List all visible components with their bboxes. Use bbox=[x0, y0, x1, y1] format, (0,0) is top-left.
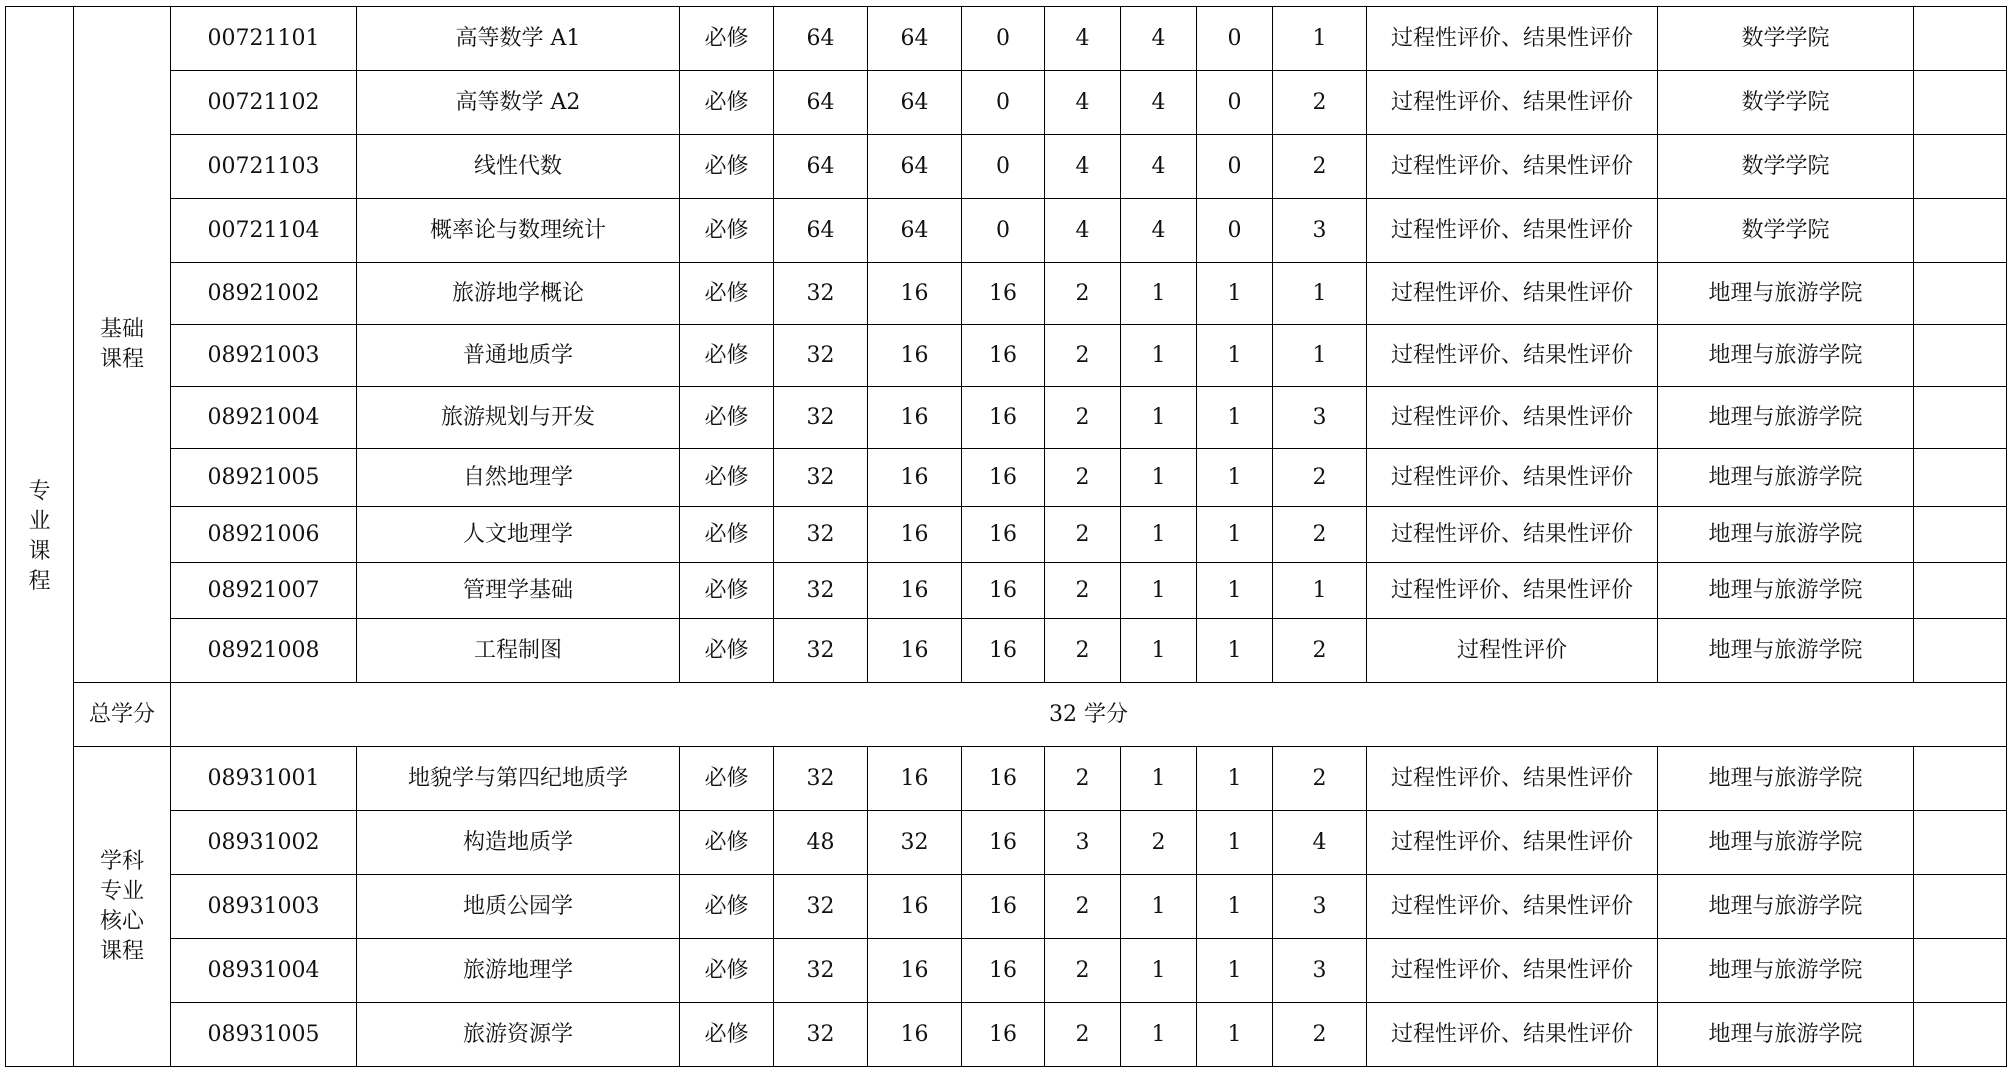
course-name-cell: 概率论与数理统计 bbox=[357, 199, 680, 263]
college-cell: 地理与旅游学院 bbox=[1658, 747, 1914, 811]
assessment-cell: 过程性评价、结果性评价 bbox=[1367, 939, 1658, 1003]
course-name-cell: 构造地质学 bbox=[357, 811, 680, 875]
theory-credits-cell: 2 bbox=[1121, 811, 1197, 875]
note-cell bbox=[1914, 71, 2007, 135]
credits-cell: 4 bbox=[1045, 199, 1121, 263]
credits-cell: 2 bbox=[1045, 563, 1121, 619]
theory-hours-cell: 16 bbox=[868, 619, 962, 683]
practice-credits-cell: 1 bbox=[1197, 563, 1273, 619]
course-name-cell: 工程制图 bbox=[357, 619, 680, 683]
theory-credits-cell: 1 bbox=[1121, 747, 1197, 811]
table-row bbox=[6, 507, 2007, 563]
semester-cell: 2 bbox=[1273, 449, 1367, 507]
assessment-cell: 过程性评价、结果性评价 bbox=[1367, 325, 1658, 387]
assessment-cell: 过程性评价、结果性评价 bbox=[1367, 507, 1658, 563]
course-name-cell: 地质公园学 bbox=[357, 875, 680, 939]
table-row bbox=[6, 563, 2007, 619]
practice-credits-cell: 1 bbox=[1197, 263, 1273, 325]
assessment-cell: 过程性评价 bbox=[1367, 619, 1658, 683]
course-code-cell: 08931004 bbox=[171, 939, 357, 1003]
college-cell: 地理与旅游学院 bbox=[1658, 325, 1914, 387]
note-cell bbox=[1914, 135, 2007, 199]
college-cell: 地理与旅游学院 bbox=[1658, 811, 1914, 875]
theory-credits-cell: 1 bbox=[1121, 449, 1197, 507]
note-cell bbox=[1914, 1003, 2007, 1067]
course-type-cell: 必修 bbox=[680, 747, 774, 811]
table-row bbox=[6, 1003, 2007, 1067]
total-hours-cell: 64 bbox=[774, 71, 868, 135]
semester-cell: 1 bbox=[1273, 325, 1367, 387]
practice-credits-cell: 1 bbox=[1197, 507, 1273, 563]
credits-cell: 2 bbox=[1045, 449, 1121, 507]
semester-cell: 3 bbox=[1273, 387, 1367, 449]
assessment-cell: 过程性评价、结果性评价 bbox=[1367, 263, 1658, 325]
practice-hours-cell: 16 bbox=[962, 875, 1045, 939]
assessment-cell: 过程性评价、结果性评价 bbox=[1367, 199, 1658, 263]
total-hours-cell: 32 bbox=[774, 563, 868, 619]
college-cell: 地理与旅游学院 bbox=[1658, 263, 1914, 325]
total-hours-cell: 64 bbox=[774, 199, 868, 263]
theory-hours-cell: 16 bbox=[868, 563, 962, 619]
theory-hours-cell: 64 bbox=[868, 135, 962, 199]
table-row bbox=[6, 875, 2007, 939]
table-row bbox=[6, 747, 2007, 811]
curriculum-table bbox=[5, 6, 2007, 1067]
college-cell: 地理与旅游学院 bbox=[1658, 387, 1914, 449]
credits-cell: 4 bbox=[1045, 71, 1121, 135]
practice-credits-cell: 0 bbox=[1197, 135, 1273, 199]
theory-hours-cell: 16 bbox=[868, 1003, 962, 1067]
semester-cell: 2 bbox=[1273, 135, 1367, 199]
course-code-cell: 08931001 bbox=[171, 747, 357, 811]
course-code-cell: 08921008 bbox=[171, 619, 357, 683]
total-hours-cell: 32 bbox=[774, 507, 868, 563]
course-name-cell: 普通地质学 bbox=[357, 325, 680, 387]
theory-hours-cell: 16 bbox=[868, 939, 962, 1003]
total-hours-cell: 32 bbox=[774, 747, 868, 811]
practice-hours-cell: 16 bbox=[962, 939, 1045, 1003]
total-hours-cell: 32 bbox=[774, 939, 868, 1003]
course-type-cell: 必修 bbox=[680, 135, 774, 199]
theory-hours-cell: 64 bbox=[868, 199, 962, 263]
college-cell: 地理与旅游学院 bbox=[1658, 875, 1914, 939]
assessment-cell: 过程性评价、结果性评价 bbox=[1367, 563, 1658, 619]
course-name-cell: 旅游资源学 bbox=[357, 1003, 680, 1067]
total-credits-label: 总学分 bbox=[74, 683, 171, 747]
semester-cell: 2 bbox=[1273, 619, 1367, 683]
note-cell bbox=[1914, 199, 2007, 263]
theory-hours-cell: 16 bbox=[868, 325, 962, 387]
theory-credits-cell: 1 bbox=[1121, 939, 1197, 1003]
course-type-cell: 必修 bbox=[680, 263, 774, 325]
course-code-cell: 08931005 bbox=[171, 1003, 357, 1067]
semester-cell: 1 bbox=[1273, 263, 1367, 325]
theory-hours-cell: 16 bbox=[868, 263, 962, 325]
course-type-cell: 必修 bbox=[680, 811, 774, 875]
practice-credits-cell: 1 bbox=[1197, 875, 1273, 939]
practice-credits-cell: 1 bbox=[1197, 747, 1273, 811]
total-hours-cell: 32 bbox=[774, 619, 868, 683]
practice-hours-cell: 16 bbox=[962, 325, 1045, 387]
group-name-cell-label: 基础课程 bbox=[99, 316, 144, 372]
course-code-cell: 00721104 bbox=[171, 199, 357, 263]
course-name-cell: 旅游规划与开发 bbox=[357, 387, 680, 449]
course-type-cell: 必修 bbox=[680, 199, 774, 263]
assessment-cell: 过程性评价、结果性评价 bbox=[1367, 449, 1658, 507]
group-name-cell-label: 学科专业核心课程 bbox=[99, 848, 144, 964]
table-row bbox=[6, 7, 2007, 71]
college-cell: 数学学院 bbox=[1658, 135, 1914, 199]
course-name-cell: 地貌学与第四纪地质学 bbox=[357, 747, 680, 811]
total-hours-cell: 32 bbox=[774, 263, 868, 325]
category-main-cell-label: 专业课程 bbox=[28, 478, 51, 594]
theory-hours-cell: 16 bbox=[868, 387, 962, 449]
practice-hours-cell: 16 bbox=[962, 563, 1045, 619]
practice-credits-cell: 1 bbox=[1197, 387, 1273, 449]
course-code-cell: 00721101 bbox=[171, 7, 357, 71]
assessment-cell: 过程性评价、结果性评价 bbox=[1367, 387, 1658, 449]
note-cell bbox=[1914, 263, 2007, 325]
course-code-cell: 08931003 bbox=[171, 875, 357, 939]
credits-cell: 4 bbox=[1045, 7, 1121, 71]
semester-cell: 2 bbox=[1273, 1003, 1367, 1067]
course-name-cell: 高等数学 A1 bbox=[357, 7, 680, 71]
course-type-cell: 必修 bbox=[680, 1003, 774, 1067]
credits-cell: 2 bbox=[1045, 325, 1121, 387]
practice-hours-cell: 16 bbox=[962, 263, 1045, 325]
credits-cell: 2 bbox=[1045, 619, 1121, 683]
practice-hours-cell: 0 bbox=[962, 135, 1045, 199]
table-row bbox=[6, 199, 2007, 263]
practice-hours-cell: 16 bbox=[962, 507, 1045, 563]
college-cell: 地理与旅游学院 bbox=[1658, 563, 1914, 619]
theory-credits-cell: 1 bbox=[1121, 619, 1197, 683]
assessment-cell: 过程性评价、结果性评价 bbox=[1367, 7, 1658, 71]
course-code-cell: 08921007 bbox=[171, 563, 357, 619]
total-credits-value: 32 学分 bbox=[171, 683, 2007, 747]
total-hours-cell: 32 bbox=[774, 449, 868, 507]
practice-hours-cell: 16 bbox=[962, 619, 1045, 683]
practice-hours-cell: 16 bbox=[962, 811, 1045, 875]
course-type-cell: 必修 bbox=[680, 563, 774, 619]
theory-credits-cell: 1 bbox=[1121, 875, 1197, 939]
practice-hours-cell: 16 bbox=[962, 747, 1045, 811]
course-type-cell: 必修 bbox=[680, 619, 774, 683]
course-type-cell: 必修 bbox=[680, 875, 774, 939]
table-row bbox=[6, 811, 2007, 875]
table-row bbox=[6, 263, 2007, 325]
credits-cell: 2 bbox=[1045, 875, 1121, 939]
course-type-cell: 必修 bbox=[680, 939, 774, 1003]
theory-hours-cell: 16 bbox=[868, 507, 962, 563]
practice-hours-cell: 16 bbox=[962, 1003, 1045, 1067]
practice-hours-cell: 0 bbox=[962, 71, 1045, 135]
practice-hours-cell: 16 bbox=[962, 449, 1045, 507]
semester-cell: 1 bbox=[1273, 7, 1367, 71]
assessment-cell: 过程性评价、结果性评价 bbox=[1367, 71, 1658, 135]
theory-credits-cell: 1 bbox=[1121, 1003, 1197, 1067]
total-hours-cell: 64 bbox=[774, 135, 868, 199]
theory-credits-cell: 4 bbox=[1121, 199, 1197, 263]
group-name-cell bbox=[74, 747, 171, 1067]
practice-credits-cell: 1 bbox=[1197, 1003, 1273, 1067]
college-cell: 数学学院 bbox=[1658, 199, 1914, 263]
practice-hours-cell: 16 bbox=[962, 387, 1045, 449]
table-row bbox=[6, 135, 2007, 199]
practice-credits-cell: 1 bbox=[1197, 939, 1273, 1003]
practice-credits-cell: 1 bbox=[1197, 619, 1273, 683]
course-code-cell: 00721103 bbox=[171, 135, 357, 199]
course-code-cell: 08921003 bbox=[171, 325, 357, 387]
assessment-cell: 过程性评价、结果性评价 bbox=[1367, 135, 1658, 199]
table-row bbox=[6, 325, 2007, 387]
college-cell: 地理与旅游学院 bbox=[1658, 449, 1914, 507]
course-type-cell: 必修 bbox=[680, 449, 774, 507]
table-row bbox=[6, 71, 2007, 135]
semester-cell: 2 bbox=[1273, 507, 1367, 563]
assessment-cell: 过程性评价、结果性评价 bbox=[1367, 747, 1658, 811]
theory-credits-cell: 1 bbox=[1121, 387, 1197, 449]
table-row bbox=[6, 449, 2007, 507]
course-code-cell: 08921005 bbox=[171, 449, 357, 507]
practice-credits-cell: 1 bbox=[1197, 449, 1273, 507]
total-hours-cell: 32 bbox=[774, 387, 868, 449]
credits-cell: 2 bbox=[1045, 387, 1121, 449]
course-type-cell: 必修 bbox=[680, 71, 774, 135]
table-row bbox=[6, 939, 2007, 1003]
total-hours-cell: 32 bbox=[774, 1003, 868, 1067]
course-type-cell: 必修 bbox=[680, 387, 774, 449]
course-name-cell: 人文地理学 bbox=[357, 507, 680, 563]
theory-hours-cell: 32 bbox=[868, 811, 962, 875]
note-cell bbox=[1914, 325, 2007, 387]
course-name-cell: 管理学基础 bbox=[357, 563, 680, 619]
total-hours-cell: 32 bbox=[774, 875, 868, 939]
college-cell: 数学学院 bbox=[1658, 7, 1914, 71]
group-name-cell bbox=[74, 7, 171, 683]
theory-credits-cell: 4 bbox=[1121, 7, 1197, 71]
course-code-cell: 08921006 bbox=[171, 507, 357, 563]
total-hours-cell: 48 bbox=[774, 811, 868, 875]
assessment-cell: 过程性评价、结果性评价 bbox=[1367, 875, 1658, 939]
table-row bbox=[6, 619, 2007, 683]
theory-credits-cell: 1 bbox=[1121, 325, 1197, 387]
theory-hours-cell: 16 bbox=[868, 875, 962, 939]
course-code-cell: 00721102 bbox=[171, 71, 357, 135]
practice-hours-cell: 0 bbox=[962, 199, 1045, 263]
semester-cell: 3 bbox=[1273, 875, 1367, 939]
practice-credits-cell: 0 bbox=[1197, 199, 1273, 263]
college-cell: 地理与旅游学院 bbox=[1658, 619, 1914, 683]
total-hours-cell: 64 bbox=[774, 7, 868, 71]
course-name-cell: 旅游地理学 bbox=[357, 939, 680, 1003]
theory-hours-cell: 16 bbox=[868, 449, 962, 507]
practice-hours-cell: 0 bbox=[962, 7, 1045, 71]
course-code-cell: 08921002 bbox=[171, 263, 357, 325]
course-name-cell: 自然地理学 bbox=[357, 449, 680, 507]
college-cell: 地理与旅游学院 bbox=[1658, 1003, 1914, 1067]
course-name-cell: 高等数学 A2 bbox=[357, 71, 680, 135]
credits-cell: 2 bbox=[1045, 507, 1121, 563]
note-cell bbox=[1914, 619, 2007, 683]
credits-cell: 2 bbox=[1045, 939, 1121, 1003]
note-cell bbox=[1914, 939, 2007, 1003]
total-row bbox=[6, 683, 2007, 747]
theory-credits-cell: 1 bbox=[1121, 563, 1197, 619]
course-type-cell: 必修 bbox=[680, 325, 774, 387]
college-cell: 地理与旅游学院 bbox=[1658, 507, 1914, 563]
note-cell bbox=[1914, 387, 2007, 449]
college-cell: 地理与旅游学院 bbox=[1658, 939, 1914, 1003]
theory-credits-cell: 1 bbox=[1121, 263, 1197, 325]
credits-cell: 2 bbox=[1045, 263, 1121, 325]
course-name-cell: 旅游地学概论 bbox=[357, 263, 680, 325]
theory-hours-cell: 64 bbox=[868, 7, 962, 71]
assessment-cell: 过程性评价、结果性评价 bbox=[1367, 1003, 1658, 1067]
semester-cell: 2 bbox=[1273, 747, 1367, 811]
semester-cell: 2 bbox=[1273, 71, 1367, 135]
theory-hours-cell: 64 bbox=[868, 71, 962, 135]
theory-hours-cell: 16 bbox=[868, 747, 962, 811]
theory-credits-cell: 4 bbox=[1121, 71, 1197, 135]
note-cell bbox=[1914, 563, 2007, 619]
semester-cell: 3 bbox=[1273, 939, 1367, 1003]
semester-cell: 4 bbox=[1273, 811, 1367, 875]
practice-credits-cell: 1 bbox=[1197, 811, 1273, 875]
credits-cell: 3 bbox=[1045, 811, 1121, 875]
credits-cell: 4 bbox=[1045, 135, 1121, 199]
note-cell bbox=[1914, 449, 2007, 507]
course-type-cell: 必修 bbox=[680, 7, 774, 71]
assessment-cell: 过程性评价、结果性评价 bbox=[1367, 811, 1658, 875]
practice-credits-cell: 0 bbox=[1197, 7, 1273, 71]
practice-credits-cell: 1 bbox=[1197, 325, 1273, 387]
note-cell bbox=[1914, 507, 2007, 563]
theory-credits-cell: 1 bbox=[1121, 507, 1197, 563]
course-code-cell: 08921004 bbox=[171, 387, 357, 449]
college-cell: 数学学院 bbox=[1658, 71, 1914, 135]
note-cell bbox=[1914, 875, 2007, 939]
category-main-cell bbox=[6, 7, 74, 1067]
semester-cell: 3 bbox=[1273, 199, 1367, 263]
theory-credits-cell: 4 bbox=[1121, 135, 1197, 199]
semester-cell: 1 bbox=[1273, 563, 1367, 619]
practice-credits-cell: 0 bbox=[1197, 71, 1273, 135]
credits-cell: 2 bbox=[1045, 747, 1121, 811]
note-cell bbox=[1914, 7, 2007, 71]
table-row bbox=[6, 387, 2007, 449]
course-name-cell: 线性代数 bbox=[357, 135, 680, 199]
credits-cell: 2 bbox=[1045, 1003, 1121, 1067]
total-hours-cell: 32 bbox=[774, 325, 868, 387]
course-type-cell: 必修 bbox=[680, 507, 774, 563]
note-cell bbox=[1914, 747, 2007, 811]
course-code-cell: 08931002 bbox=[171, 811, 357, 875]
note-cell bbox=[1914, 811, 2007, 875]
